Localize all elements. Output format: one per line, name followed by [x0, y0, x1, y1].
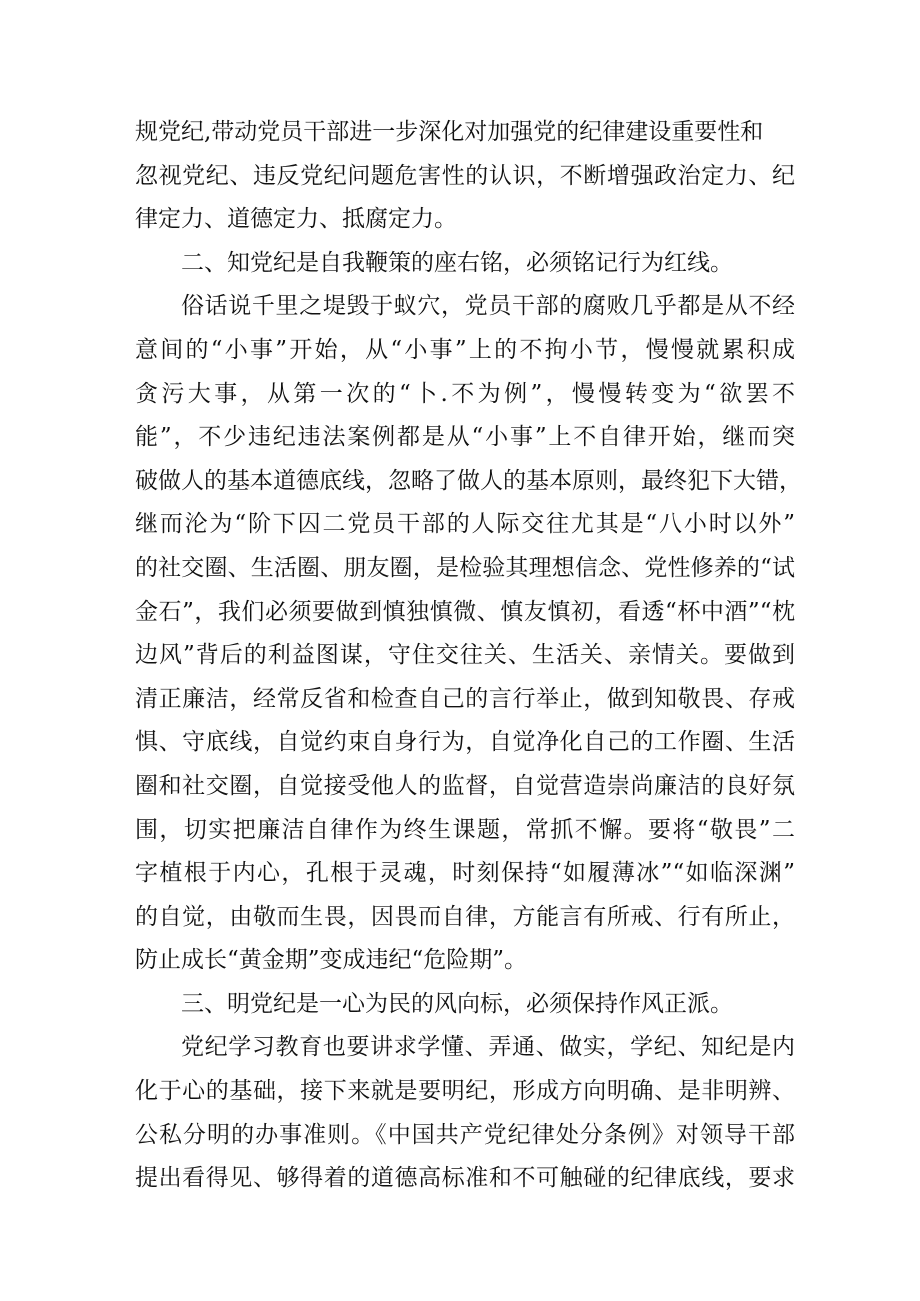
text-line: 律定力、道德定力、抵腐定力。 — [135, 206, 457, 233]
text-line: 金石”，我们必须要做到慎独慎微、慎友慎初，看透“杯中酒”“枕 — [135, 598, 795, 625]
text-line: 化于心的基础，接下来就是要明纪，形成方向明确、是非明辨、 — [135, 1078, 795, 1105]
text-line: 防止成长“黄金期”变成违纪“危险期”。 — [135, 947, 528, 974]
text-line: 惧、守底线，自觉约束自身行为，自觉净化自己的工作圈、生活 — [135, 729, 795, 756]
text-line: 意间的“小事”开始，从“小事”上的不拘小节，慢慢就累积成 — [135, 336, 795, 363]
text-line: 的社交圈、生活圈、朋友圈，是检验其理想信念、党性修养的“试 — [135, 554, 795, 581]
text-line: 规党纪,带动党员干部进一步深化对加强党的纪律建设重要性和 — [135, 119, 764, 145]
text-line: 二、知党纪是自我鞭策的座右铭，必须铭记行为红线。 — [181, 249, 733, 276]
text-line: 围，切实把廉洁自律作为终生课题，常抓不懈。要将“敬畏”二 — [135, 816, 795, 843]
text-line: 破做人的基本道德底线，忽略了做人的基本原则，最终犯下大错， — [135, 467, 802, 494]
text-line: 三、明党纪是一心为民的风向标，必须保持作风正派。 — [181, 990, 733, 1017]
document-body — [135, 111, 802, 1201]
text-line: 俗话说千里之堤毁于蚁穴，党员干部的腐败几乎都是从不经 — [181, 293, 795, 320]
text-line: 忽视党纪、违反党纪问题危害性的认识，不断增强政治定力、纪 — [135, 162, 795, 189]
text-line: 圈和社交圈，自觉接受他人的监督，自觉营造崇尚廉洁的良好氛 — [135, 772, 795, 799]
text-line: 党纪学习教育也要讲求学懂、弄通、做实，学纪、知纪是内 — [181, 1034, 795, 1061]
text-line: 边风”背后的利益图谋，守住交往关、生活关、亲情关。要做到 — [135, 642, 795, 669]
text-line: 的自觉，由敬而生畏，因畏而自律，方能言有所戒、行有所止， — [135, 903, 795, 930]
text-line: 公私分明的办事准则。《中国共产党纪律处分条例》对领导干部 — [135, 1121, 795, 1148]
text-line: 清正廉洁，经常反省和检查自己的言行举止，做到知敬畏、存戒 — [135, 685, 795, 712]
text-line: 继而沦为“阶下囚二党员干部的人际交往尤其是“八小时以外” — [135, 511, 795, 538]
text-line: 提出看得见、够得着的道德高标准和不可触碰的纪律底线，要求 — [135, 1165, 795, 1192]
text-line: 贪污大事，从第一次的“卜.不为例”，慢慢转变为“欲罢不 — [135, 380, 795, 407]
text-line: 能”，不少违纪违法案例都是从“小事”上不自律开始，继而突 — [135, 424, 795, 451]
text-line: 字植根于内心，孔根于灵魂，时刻保持“如履薄冰”“如临深渊” — [135, 860, 795, 887]
